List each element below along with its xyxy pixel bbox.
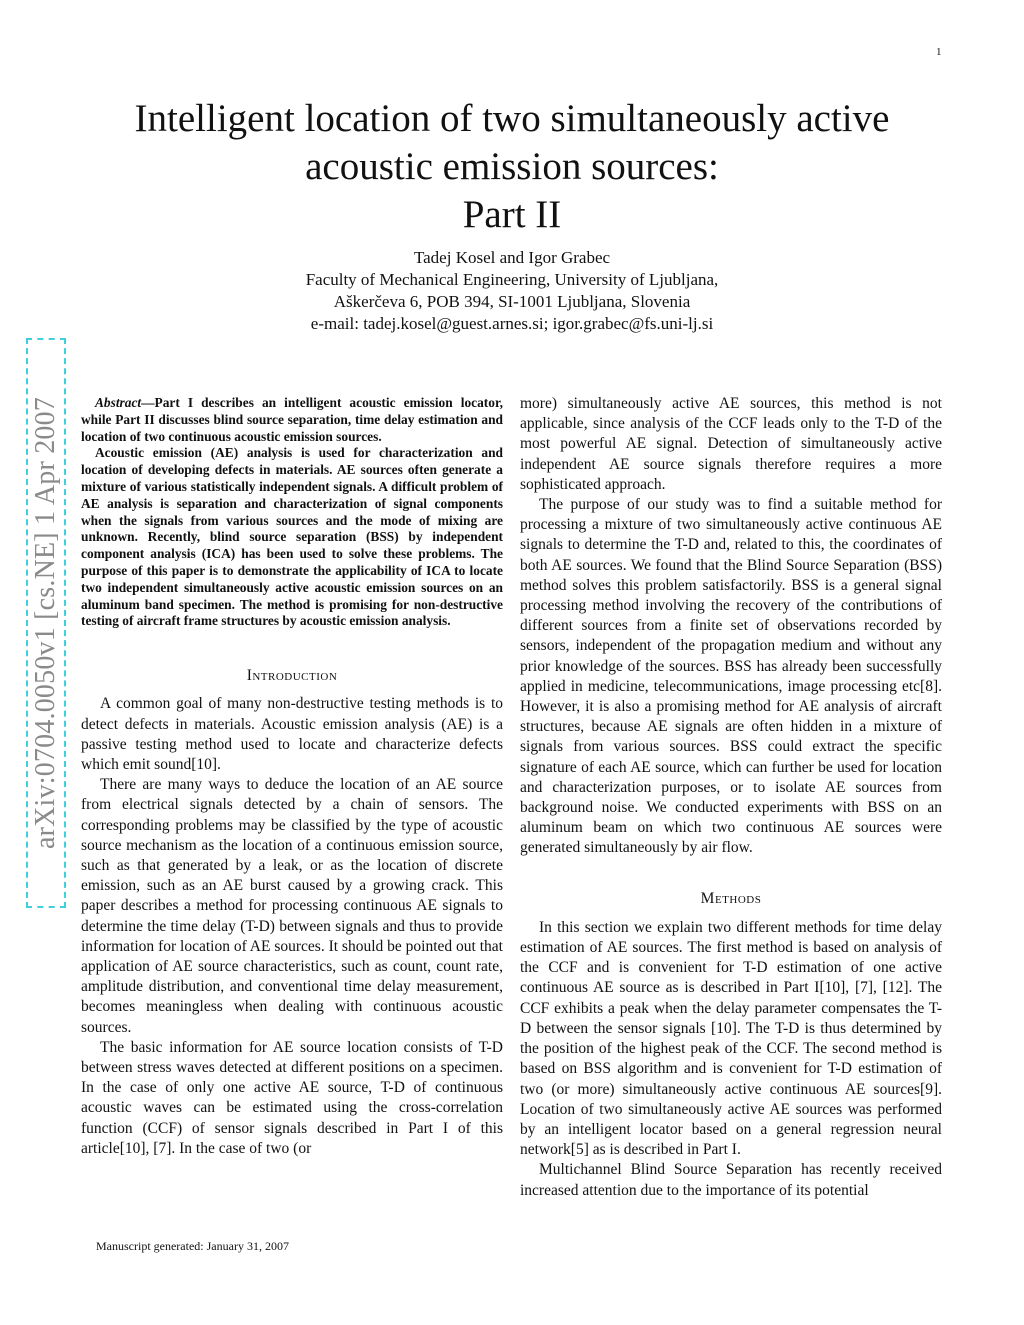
section-heading-introduction: Introduction <box>246 667 338 685</box>
paragraph: Multichannel Blind Source Separation has recently received increased attention due to the importance of its potential <box>520 1161 942 1199</box>
title-line: Part II <box>462 193 562 236</box>
paragraph: The purpose of our study was to find a suitable method for processing a mixture of two simultaneously active continuous AE signals to determine the T-D and, related to this, the coordinates of both AE sources. We found that the Blind Source Separation (BSS) method solves this problem satisfactorily. BSS is a general signal processing method involving the recovery of the contributions of different sources from a finite set of observations recorded by sensors, independent of the propagation medium and without any prior knowledge of the sources. BSS has already been successfully applied in medicine, telecommunications, image processing etc[8]. However, it is also a promising method for AE analysis of aircraft structures, because AE signals are often hidden in a mixture of signals from various sources. BSS could extract the specific signature of each AE source, which can further be used for location and characterization purposes, or to isolate AE sources from background noise. We conducted experiments with BSS on an aluminum beam on which two continuous AE sources were generated simultaneously by air flow. <box>520 496 942 857</box>
section-heading-methods: Methods <box>700 889 762 907</box>
abstract-paragraph: Acoustic emission (AE) analysis is used for characterization and location of developing defects in materials. AE sources often generate a mixture of various statistically independent signals. A difficult problem of AE analysis is separation and characterization of signal components when the signals from various sources and the mode of mixing are unknown. Recently, blind source separation (BSS) by independent component analysis (ICA) has been used to solve these problems. The purpose of this paper is to demonstrate the applicability of ICA to locate two independent simultaneously active acoustic emission sources on an aluminum band specimen. The method is promising for non-destructive testing of aircraft frame structures by acoustic emission analysis. <box>81 445 503 629</box>
right-column-body <box>520 394 942 859</box>
arxiv-stamp <box>26 338 66 908</box>
paragraph: more) simultaneously active AE sources, this method is not applicable, since analysis of the CCF leads only to the T-D of the most powerful AE signal. Detection of simultaneously active independent AE source signals therefore requires a more sophisticated approach. <box>520 395 942 493</box>
author-block <box>80 247 944 335</box>
title-line: Intelligent location of two simultaneously active <box>134 97 890 140</box>
title-line: acoustic emission sources: <box>305 145 719 188</box>
paragraph: There are many ways to deduce the location of an AE source from electrical signals detected by a chain of sensors. The corresponding problems may be classified by the type of acoustic source mechanism as the location of a continuous emission source, such as that generated by a leak, or as the location of discrete emission, such as an AE burst caused by a growing crack. This paper describes a method for processing continuous AE signals to determine the time delay (T-D) between signals and thus to provide information for location of AE sources. It should be pointed out that application of AE source characteristics, such as count, count rate, amplitude distribution, and conventional time delay measurement, becomes meaningless when dealing with continuous acoustic sources. <box>81 776 503 1036</box>
authors: Tadej Kosel and Igor Grabec <box>413 248 611 267</box>
abstract-paragraph: —Part I describes an intelligent acoustic emission locator, while Part II discusses blind source separation, time delay estimation and location of two continuous acoustic emission sources. <box>81 395 503 444</box>
abstract-label: Abstract <box>95 395 142 410</box>
abstract <box>81 395 503 630</box>
introduction-body <box>81 694 503 1159</box>
page-number: 1 <box>936 46 942 58</box>
paragraph: In this section we explain two different methods for time delay estimation of AE sources. The first method is based on analysis of the CCF and is convenient for T-D estimation of one active continuous AE source as is described in Part I[10], [7], [12]. The CCF exhibits a peak when the delay parameter compensates the T-D between the sensor signals [10]. The T-D is thus determined by the position of the highest peak of the CCF. The second method is based on BSS algorithm and is convenient for T-D estimation of two (or more) simultaneously active continuous AE sources[9]. Location of two simultaneously active AE sources was performed by an intelligent locator based on a general regression neural network[5] as is described in Part I. <box>520 918 942 1159</box>
affiliation: Faculty of Mechanical Engineering, University of Ljubljana, <box>305 270 719 289</box>
methods-body <box>520 918 942 1201</box>
email: e-mail: tadej.kosel@guest.arnes.si; igor.grabec@fs.uni-lj.si <box>310 314 714 333</box>
footnote: Manuscript generated: January 31, 2007 <box>96 1239 289 1253</box>
right-column <box>520 394 942 1201</box>
paper-title <box>80 95 944 239</box>
paragraph: A common goal of many non-destructive testing methods is to detect defects in materials. Acoustic emission analysis (AE) is a passive testing method used to locate and characterize defects which emit sound[10]. <box>81 695 503 773</box>
paragraph: The basic information for AE source location consists of T-D between stress waves detected at different positions on a specimen. In the case of only one active AE source, T-D of continuous acoustic waves can be estimated using the cross-correlation function (CCF) of sensor signals described in Part I of this article[10], [7]. In the case of two (or <box>81 1038 503 1157</box>
left-column <box>81 395 503 1159</box>
arxiv-id: arXiv:0704.0050v1 [cs.NE] 1 Apr 2007 <box>30 396 61 850</box>
address: Aškerčeva 6, POB 394, SI-1001 Ljubljana, Slovenia <box>333 292 691 311</box>
